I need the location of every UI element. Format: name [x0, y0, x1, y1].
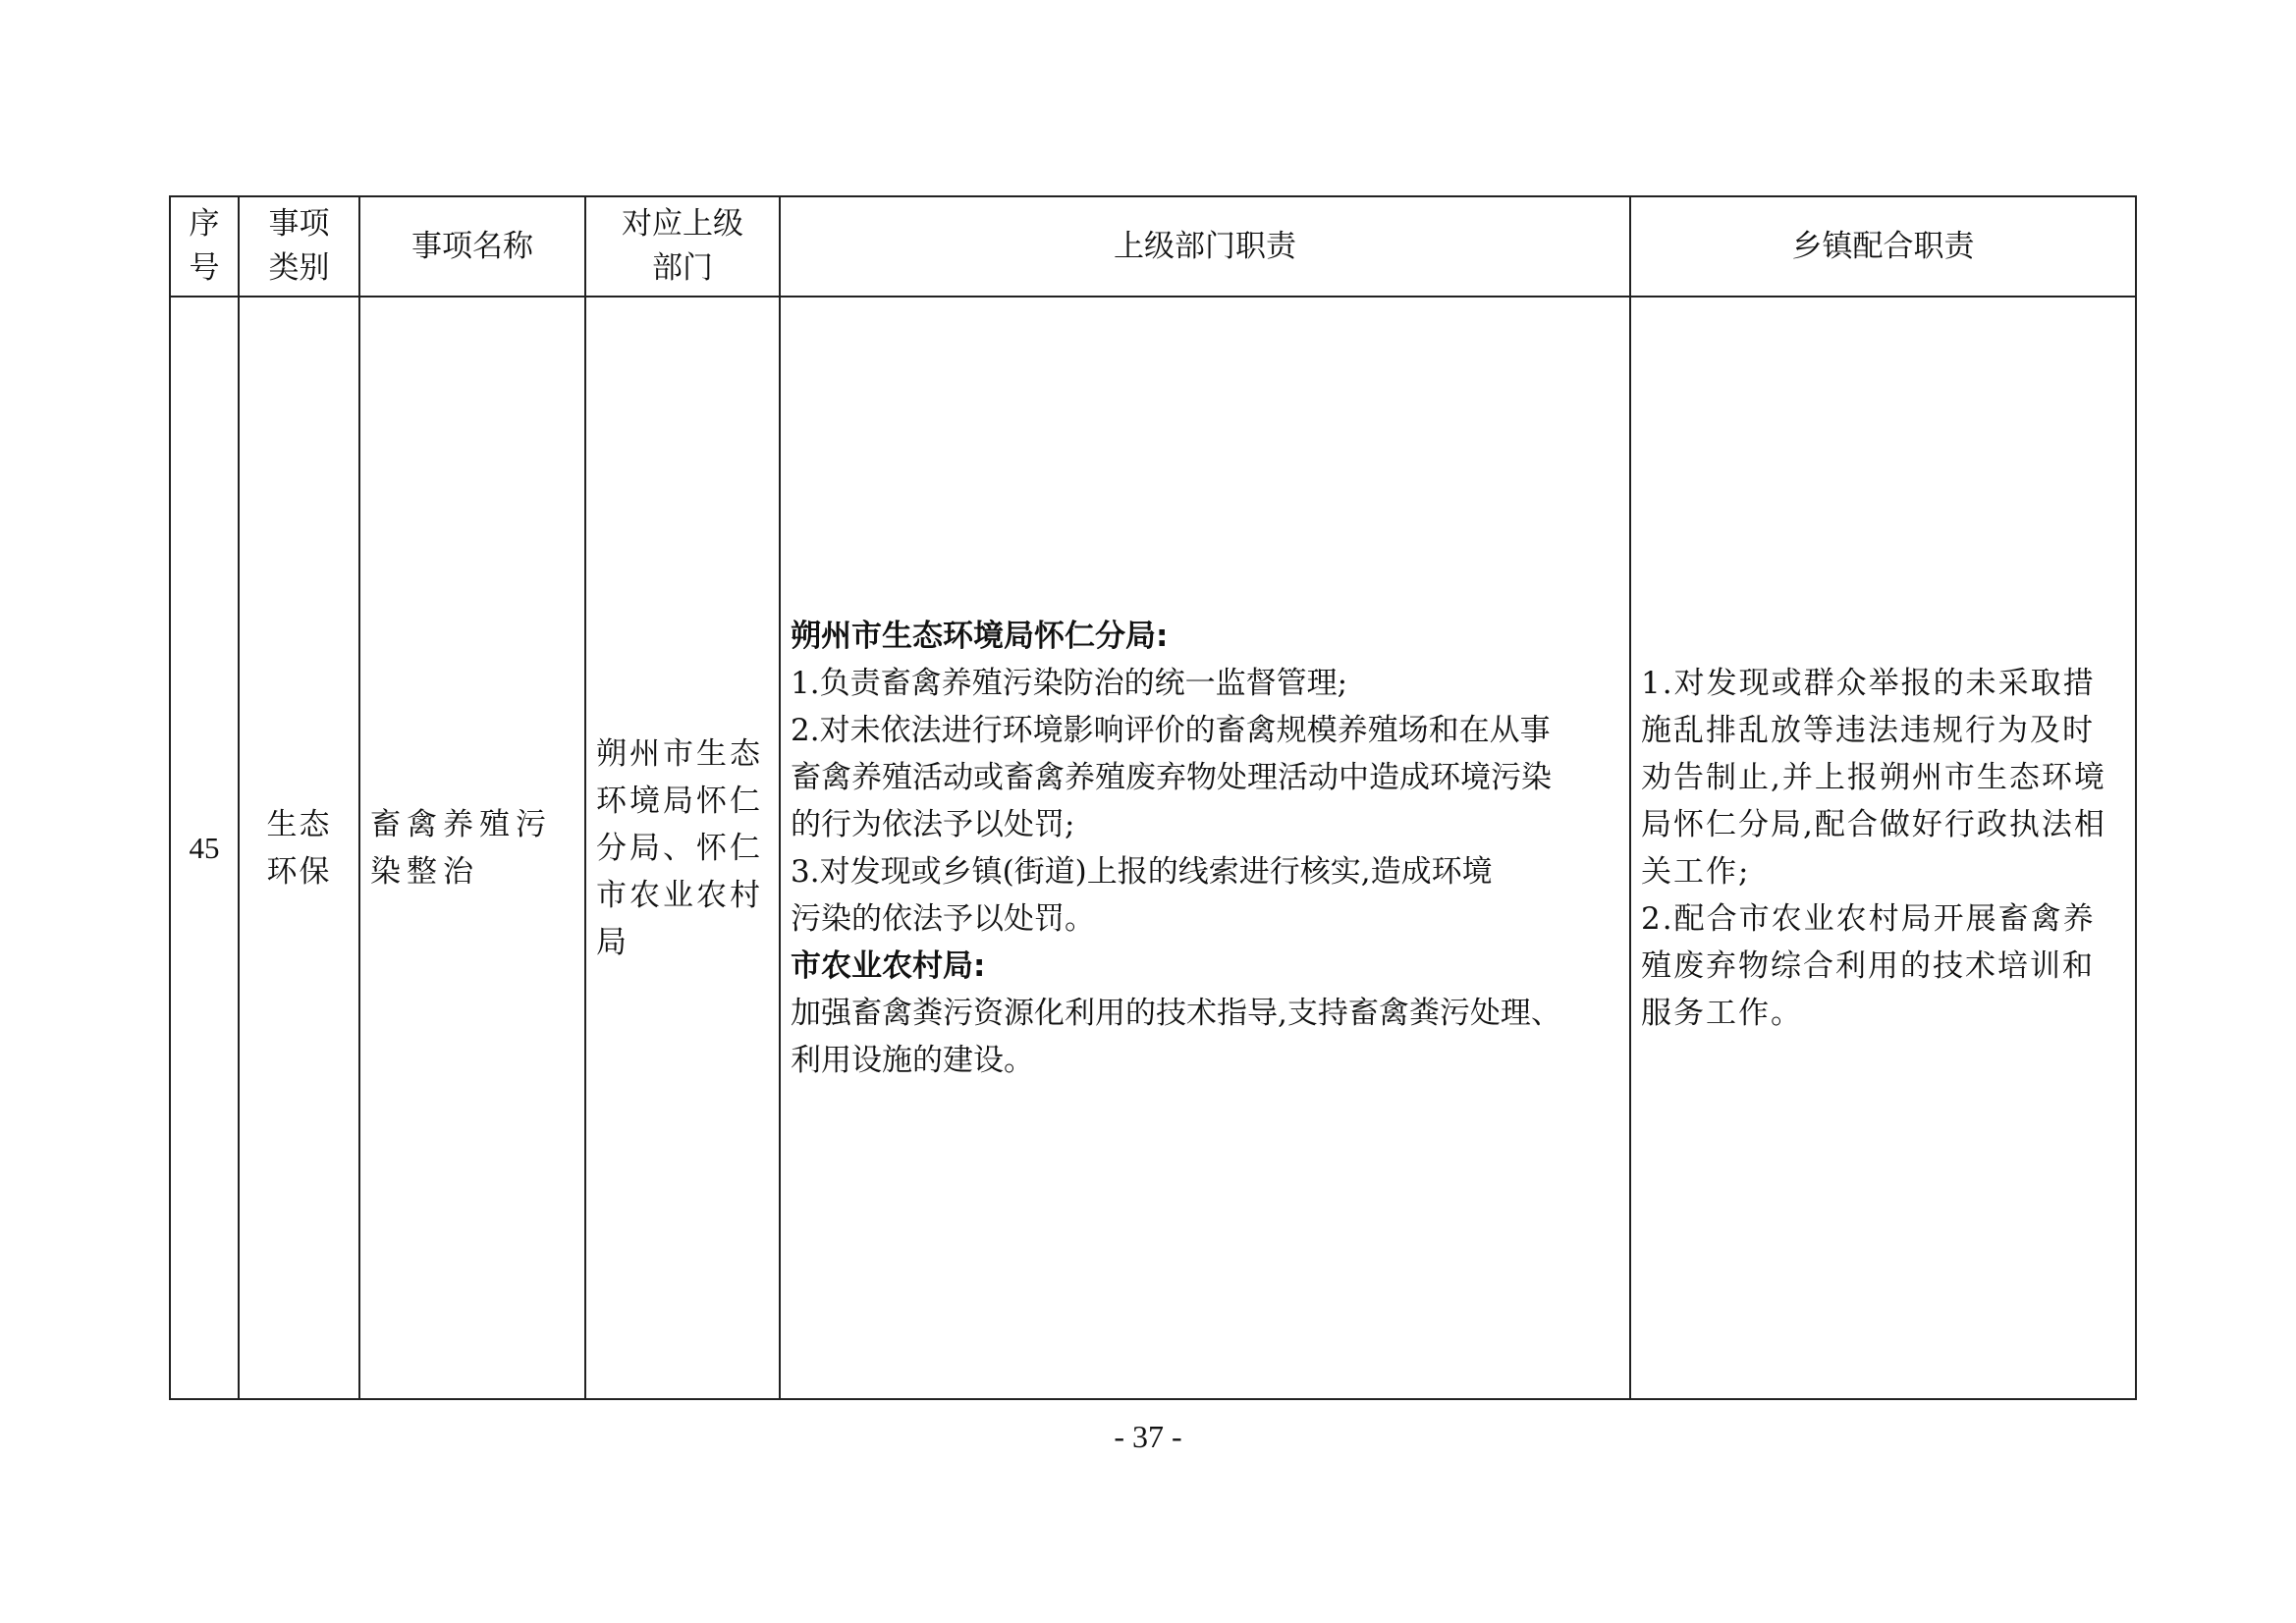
org1-line: 污染的依法予以处罚。 [791, 900, 1095, 937]
org2-line: 加强畜禽粪污资源化利用的技术指导,支持畜禽粪污处理、 [791, 995, 1561, 1031]
org1-line: 2.对未依法进行环境影响评价的畜禽规模养殖场和在从事 [791, 712, 1551, 748]
org1-line: 的行为依法予以处罚; [791, 806, 1075, 842]
header-row [170, 196, 2136, 297]
org2-line: 利用设施的建设。 [791, 1042, 1034, 1078]
header-seq: 序 号 [170, 196, 239, 297]
responsibility-table [169, 195, 2137, 1400]
header-dept: 对应上级 部门 [585, 196, 780, 297]
org1-line: 3.对发现或乡镇(街道)上报的线索进行核实,造成环境 [791, 853, 1493, 890]
org1-line: 1.负责畜禽养殖污染防治的统一监督管理; [791, 665, 1348, 701]
row-category: 生态 环保 [239, 297, 359, 1399]
header-category: 事项 类别 [239, 196, 359, 297]
row-town-duty: 1.对发现或群众举报的未采取措 施乱排乱放等违法违规行为及时 劝告制止,并上报朔州市生态环境 局怀仁分局,配合做好行政执法相 关工作; 2.配合市农业农村局开展畜禽养 殖废弃物综合利用的技术培训和 服务工作。 [1630, 297, 2136, 1399]
header-item-name: 事项名称 [359, 196, 585, 297]
row-dept: 朔州市生态 环境局怀仁 分局、怀仁 市农业农村 局 [585, 297, 780, 1399]
org2-title: 市农业农村局: [791, 947, 986, 984]
header-upper-duty: 上级部门职责 [780, 196, 1630, 297]
page-number: - 37 - [1114, 1419, 1182, 1454]
row-seq: 45 [170, 297, 239, 1399]
org1-line: 畜禽养殖活动或畜禽养殖废弃物处理活动中造成环境污染 [791, 759, 1552, 795]
header-town-duty: 乡镇配合职责 [1630, 196, 2136, 297]
row-upper-duty [780, 297, 1630, 1399]
row-item-name: 畜禽养殖污 染整治 [359, 297, 585, 1399]
org1-title: 朔州市生态环境局怀仁分局: [791, 618, 1169, 654]
table-row [170, 297, 2136, 1399]
